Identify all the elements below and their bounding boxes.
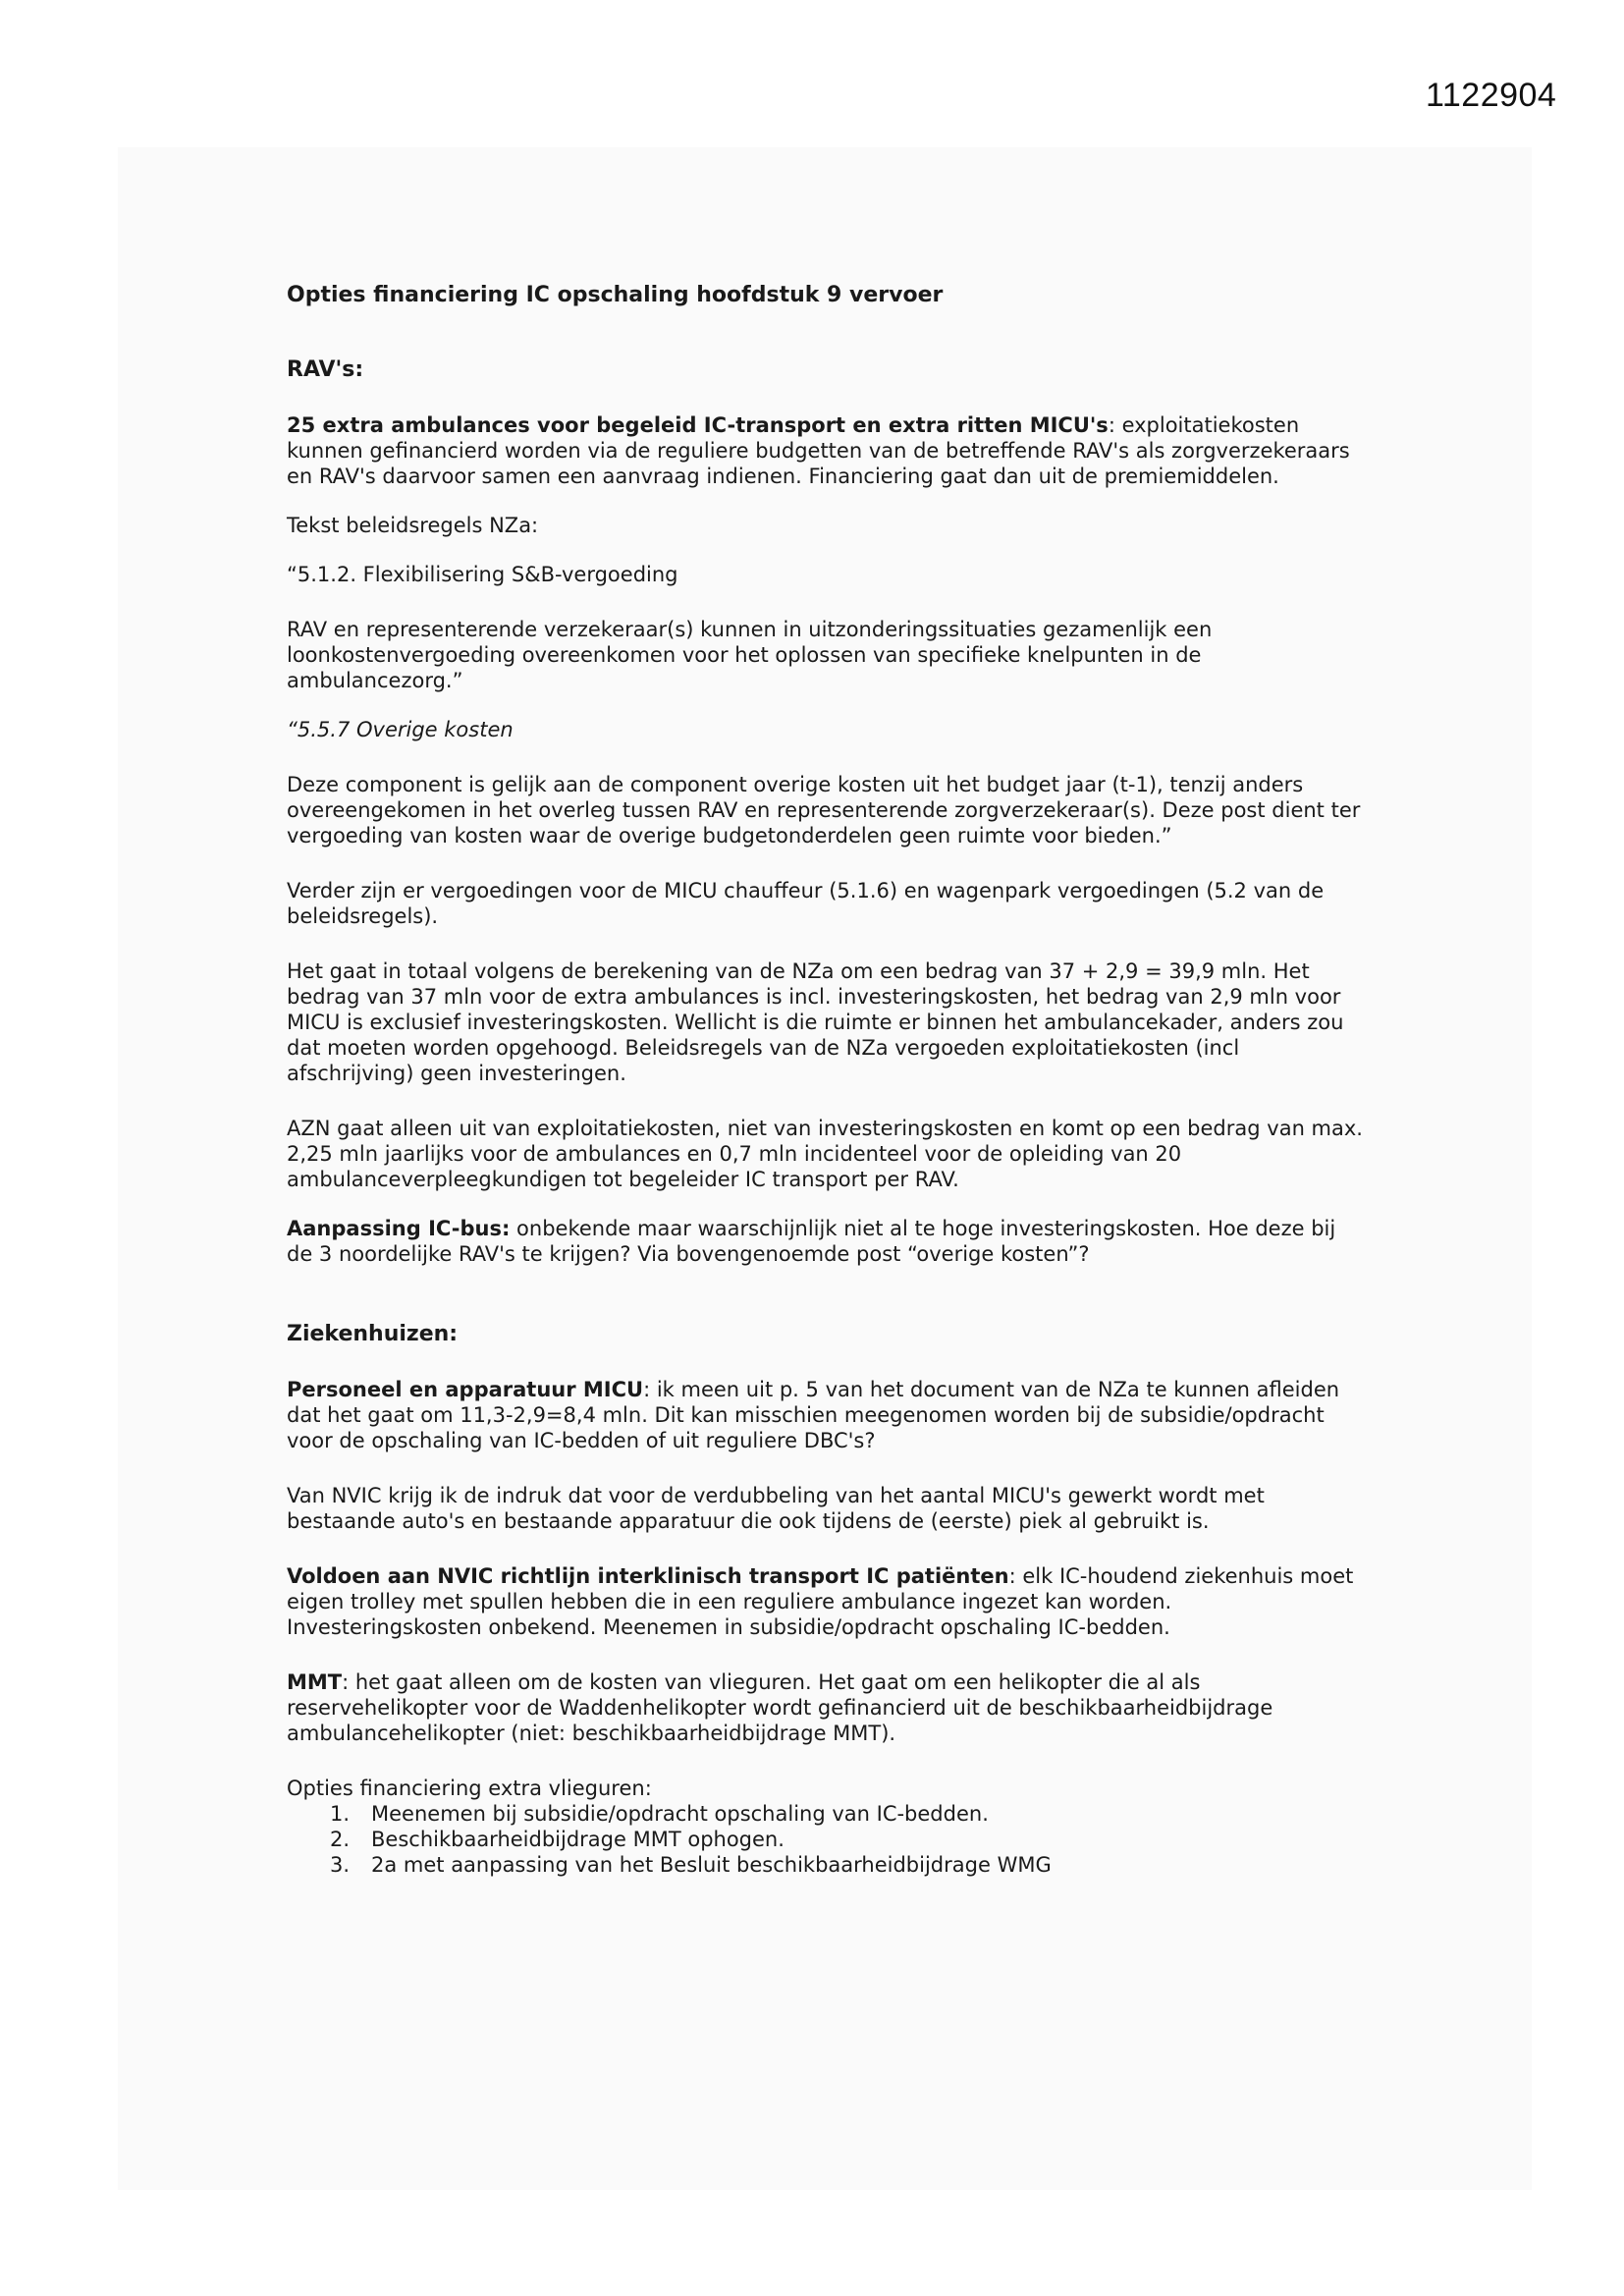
section-heading-ziekenhuizen: Ziekenhuizen: — [287, 1322, 459, 1346]
list-number: 3. — [330, 1853, 351, 1877]
paragraph-lead: 25 extra ambulances voor begeleid IC-transport en extra ritten MICU's — [287, 413, 1109, 437]
paragraph-text: onbekende maar waarschijnlijk niet al te hoge investeringskosten. Hoe deze bij de 3 noordelijke RAV's te krijgen? Via bovengenoemde post “overige kosten”? — [287, 1217, 1336, 1266]
list-text: Meenemen bij subsidie/opdracht opschaling van IC-bedden. — [371, 1802, 989, 1826]
paragraph-beleidsregels-intro: Tekst beleidsregels NZa: — [287, 514, 539, 537]
paragraph-mmt — [287, 1669, 1367, 1746]
list-text: Beschikbaarheidbijdrage MMT ophogen. — [371, 1828, 785, 1851]
paragraph-lead: Personeel en apparatuur MICU — [287, 1378, 644, 1401]
list-number: 1. — [330, 1802, 351, 1826]
list-item — [287, 1827, 1367, 1852]
paragraph-nvic-richtlijn — [287, 1563, 1367, 1640]
paragraph-lead: Voldoen aan NVIC richtlijn interklinisch transport IC patiënten — [287, 1564, 1009, 1588]
quote-heading-557: “5.5.7 Overige kosten — [287, 718, 514, 741]
paragraph-lead: Aanpassing IC-bus: — [287, 1217, 511, 1240]
paragraph-text: : het gaat alleen om de kosten van vlieguren. Het gaat om een helikopter die al als reservehelikopter voor de Waddenhelikopter wordt gefinancierd uit de beschikbaarheidbijdrage ambulancehelikopter (niet: beschikbaarheidbijdrage MMT). — [287, 1670, 1273, 1745]
options-intro: Opties financiering extra vlieguren: — [287, 1777, 652, 1800]
paragraph-ambulances — [287, 412, 1367, 489]
paragraph-text: : exploitatiekosten kunnen gefinancierd worden via de reguliere budgetten van de betreffende RAV's als zorgverzekeraars en RAV's daarvoor samen een aanvraag indienen. Financiering gaat dan uit de premiemiddelen. — [287, 413, 1350, 488]
section-heading-rav: RAV's: — [287, 357, 364, 382]
list-item — [287, 1801, 1367, 1827]
paragraph-nvic: Van NVIC krijg ik de indruk dat voor de verdubbeling van het aantal MICU's gewerkt wordt met bestaande auto's en bestaande apparatuur die ook tijdens de (eerste) piek al gebruikt is. — [287, 1484, 1265, 1533]
paragraph-personeel-micu — [287, 1377, 1367, 1453]
paragraph-micu-chauffeur: Verder zijn er vergoedingen voor de MICU chauffeur (5.1.6) en wagenpark vergoedingen (5.2 van de beleidsregels). — [287, 879, 1325, 928]
quote-text-512: RAV en representerende verzekeraar(s) kunnen in uitzonderingssituaties gezamenlijk een loonkostenvergoeding overeenkomen voor het oplossen van specifieke knelpunten in de ambulancezorg.” — [287, 618, 1213, 692]
list-text: 2a met aanpassing van het Besluit beschikbaarheidbijdrage WMG — [371, 1853, 1052, 1877]
paragraph-text: : ik meen uit p. 5 van het document van de NZa te kunnen afleiden dat het gaat om 11,3-2,9=8,4 mln. Dit kan misschien meegenomen worden bij de subsidie/opdracht voor de opschaling van IC-bedden of uit reguliere DBC's? — [287, 1378, 1340, 1452]
quote-heading-512: “5.1.2. Flexibilisering S&B-vergoeding — [287, 563, 678, 586]
paragraph-lead: MMT — [287, 1670, 343, 1694]
options-list — [287, 1801, 1367, 1878]
list-item — [287, 1852, 1367, 1878]
paragraph-text: : elk IC-houdend ziekenhuis moet eigen trolley met spullen hebben die in een reguliere ambulance ingezet kan worden. Investeringskosten onbekend. Meenemen in subsidie/opdracht opschaling IC-bedden. — [287, 1564, 1354, 1639]
quote-text-557: Deze component is gelijk aan de component overige kosten uit het budget jaar (t-1), tenzij anders overeengekomen in het overleg tussen RAV en representerende zorgverzekeraar(s). Deze post dient ter vergoeding van kosten waar de overige budgetonderdelen geen ruimte voor bieden.” — [287, 773, 1361, 847]
document-title: Opties financiering IC opschaling hoofdstuk 9 vervoer — [287, 283, 944, 307]
paragraph-ic-bus — [287, 1216, 1367, 1267]
paragraph-azn: AZN gaat alleen uit van exploitatiekosten, niet van investeringskosten en komt op een bedrag van max. 2,25 mln jaarlijks voor de ambulances en 0,7 mln incidenteel voor de opleiding van 20 ambulanceverpleegkundigen tot begeleider IC transport per RAV. — [287, 1117, 1363, 1191]
list-number: 2. — [330, 1828, 351, 1851]
document-number: 1122904 — [1426, 77, 1557, 114]
paragraph-totaal-bedrag: Het gaat in totaal volgens de berekening van de NZa om een bedrag van 37 + 2,9 = 39,9 mln. Het bedrag van 37 mln voor de extra ambulances is incl. investeringskosten, het bedrag van 2,9 mln voor MICU is exclusief investeringskosten. Wellicht is die ruimte er binnen het ambulancekader, anders zou dat moeten worden opgehoogd. Beleidsregels van de NZa vergoeden exploitatiekosten (incl afschrijving) geen investeringen. — [287, 959, 1344, 1085]
document-body — [287, 283, 1367, 1878]
